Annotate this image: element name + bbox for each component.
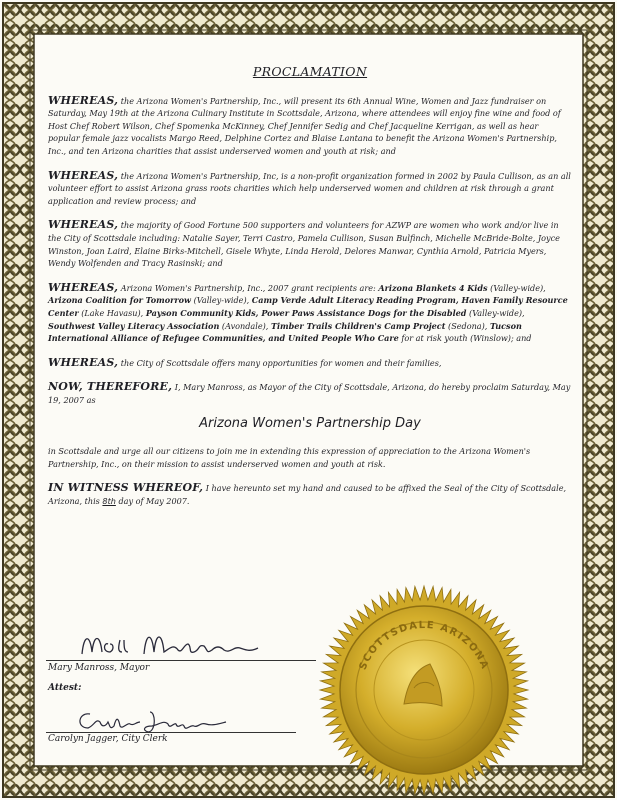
paragraph-text: the City of Scottsdale offers many opportunities for women and their families, [120,357,442,368]
paragraph-text: the Arizona Women's Partnership, Inc, is a non-profit organization formed in 2002 by Paula Cullison, as an all volunteer effort to assist Arizona grass roots charities which help underserved women and children at risk through a grant application and review process; and [48,170,571,206]
grant-location: (Sedona), [448,320,488,331]
whereas-paragraph-last [48,357,572,370]
clerk-signature-line [46,732,296,733]
grant-location: for at risk youth (Winslow); and [401,333,532,344]
witness-text-end: day of May 2007. [118,495,190,506]
grant-location: (Valley-wide), [490,282,546,293]
whereas-label: WHEREAS, [48,93,119,107]
grant-location: (Lake Havasu), [81,307,144,318]
attest-label: Attest: [48,683,82,693]
mayor-name: Mary Manross, Mayor [48,663,150,673]
witness-text: I have hereunto set my hand and caused to be affixed the Seal of the City of Scottsdale, Arizona, this [48,483,567,506]
whereas-paragraph-3 [48,219,572,269]
whereas-label: WHEREAS, [48,218,119,232]
grant-recipient: Camp Verde Adult Literacy Reading Program, Haven Family Resource Center [48,295,568,318]
closing-paragraph: in Scottsdale and urge all our citizens to join me in extending this expression of appreciation to the Arizona Women's Partnership, Inc., on their mission to assist underserved women and youth at risk. [48,446,531,469]
whereas-label: WHEREAS, [48,280,119,294]
whereas-paragraph-grants [48,282,572,345]
now-therefore-paragraph [48,381,572,406]
now-therefore-label: NOW, THEREFORE, [48,380,173,394]
whereas-label: WHEREAS, [48,168,119,182]
grant-recipient: Payson Community Kids, Power Paws Assistance Dogs for the Disabled [145,307,467,318]
grant-location: (Valley-wide), [193,295,250,306]
proclaimed-day: Arizona Women's Partnership Day [199,416,421,432]
grants-intro: Arizona Women's Partnership, Inc., 2007 grant recipients are: [120,282,376,293]
witness-day: 8th [102,495,116,506]
grant-recipient: Southwest Valley Literacy Association [48,320,220,331]
witness-label: IN WITNESS WHEREOF, [48,481,204,495]
paragraph-text: the Arizona Women's Partnership, Inc., will present its 6th Annual Wine, Women and Jazz fundraiser on Saturday, May 19th at the Arizona Culinary Institute in Scottsdale, Arizona, where attendees will enjoy fine wine and food of Host Chef Robert Wilson, Chef Spomenka McKinney, Chef Jennifer Sedig and Chef Jacqueline Kerrigan, as well as hear popular female jazz vocalists Margo Reed, Delphine Cortez and Blaise Lantana to benefit the Arizona Women's Partnership, Inc., and ten Arizona charities that assist underserved women and youth at risk; and [48,95,561,156]
witness-paragraph [48,482,572,507]
whereas-paragraph-1 [48,95,572,158]
whereas-label: WHEREAS, [48,355,119,369]
whereas-paragraph-2 [48,170,572,208]
paragraph-text: I, Mary Manross, as Mayor of the City of Scottsdale, Arizona, do hereby proclaim Saturday, May 19, 2007 as [48,382,571,405]
proclamation-title: PROCLAMATION [252,64,368,79]
mayor-signature [74,626,264,662]
grant-location: (Avondale), [221,320,269,331]
grant-location: (Valley-wide), [469,307,525,318]
city-seal [318,584,530,796]
grant-recipient: Timber Trails Children's Camp Project [270,320,446,331]
proclamation-body [48,56,572,519]
clerk-name: Carolyn Jagger, City Clerk [48,734,168,744]
grant-recipient: Tucson International Alliance of Refugee Communities, and United People Who Care [48,320,522,344]
grant-recipient: Arizona Blankets 4 Kids [378,282,488,293]
seal-lettering: SCOTTSDALE ARIZONA [357,619,491,672]
grant-recipient: Arizona Coalition for Tomorrow [48,295,192,306]
paragraph-text: the majority of Good Fortune 500 supporters and volunteers for AZWP are women who work and/or live in the City of Scottsdale including: Natalie Sayer, Terri Castro, Pamela Cullison, Susan Bulfinch, Michelle McBride-Bolte, Joyce Winston, Joan Laird, Elaine Birks-Mitchell, Gisele Whyte, Linda Herold, Delores Manwar, Cynthia Arnold, Patricia Myers, Wendy Wolfenden and Tracy Rasinski; and [48,220,560,269]
mayor-signature-line [46,660,316,661]
